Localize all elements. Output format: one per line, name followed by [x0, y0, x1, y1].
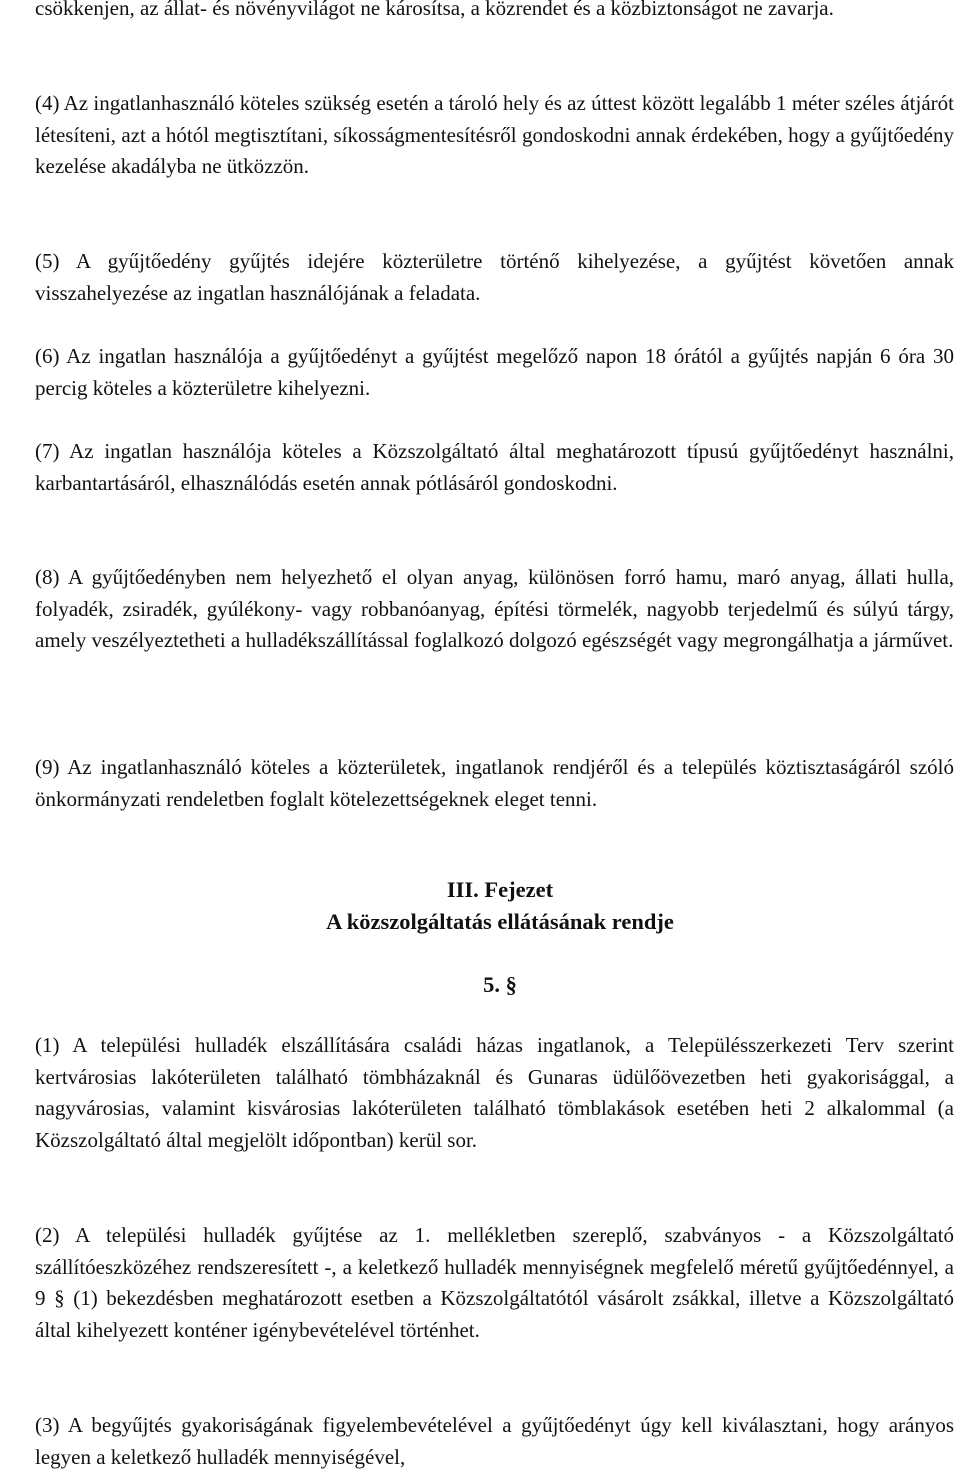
paragraph-text: Az ingatlan használója a gyűjtőedényt a gyűjtést megelőző napon 18 órától a gyűjtés napján 6 óra 30 percig köteles a közterületre kihelyezni. [35, 344, 955, 400]
paragraph-number: (3) [35, 1413, 60, 1437]
paragraph-6 [35, 341, 954, 404]
paragraph-4 [35, 88, 954, 183]
paragraph-7 [35, 436, 954, 499]
paragraph-text: A begyűjtés gyakoriságának figyelembevételével a gyűjtőedényt úgy kell kiválasztani, hogy arányos legyen a keletkező hulladék mennyiségével, [35, 1413, 954, 1469]
paragraph-number: (1) [35, 1033, 60, 1057]
paragraph-text: A gyűjtőedény gyűjtés idejére közterületre történő kihelyezése, a gyűjtést követően annak visszahelyezése az ingatlan használójának a feladata. [35, 249, 954, 305]
section-paragraph-2 [35, 1220, 954, 1346]
paragraph-text: A települési hulladék gyűjtése az 1. mellékletben szereplő, szabványos - a Közszolgáltató szállítóeszközéhez rendszeresített -, a keletkező hulladék mennyiségnek megfelelő méretű gyűjtőedénnyel, a 9 § (1) bekezdésben meghatározott esetben a Közszolgáltatótól vásárolt zsákkal, illetve a Közszolgáltató által kihelyezett konténer igénybevételével történhet. [35, 1223, 954, 1342]
section-number: 5. § [483, 972, 517, 997]
paragraph-text: A települési hulladék elszállítására családi házas ingatlanok, a Településszerkezeti Terv szerint kertvárosias lakóterületen található tömbházaknál és Gunaras üdülőövezetben heti gyakorisággal, a nagyvárosias, valamint kisvárosias lakóterületen található tömblakások esetében heti 2 alkalommal (a Közszolgáltató által megjelölt időpontban) kerül sor. [35, 1033, 954, 1152]
paragraph-number: (7) [35, 439, 60, 463]
chapter-title: A közszolgáltatás ellátásának rendje [326, 909, 674, 934]
chapter-number: III. Fejezet [446, 877, 554, 902]
paragraph-text: A gyűjtőedényben nem helyezhető el olyan anyag, különösen forró hamu, maró anyag, állati hulla, folyadék, zsiradék, gyúlékony- vagy robbanóanyag, építési törmelék, nagyobb terjedelmű és súlyú tárgy, amely veszélyeztetheti a hulladékszállítással foglalkozó dolgozó egészségét vagy megrongálhatja a járművet. [35, 565, 955, 653]
paragraph-8 [35, 562, 954, 657]
paragraph-number: (9) [35, 755, 60, 779]
paragraph-number: (8) [35, 565, 60, 589]
paragraph-5 [35, 246, 954, 309]
paragraph-number: (5) [35, 249, 60, 273]
paragraph-text: Az ingatlanhasználó köteles a közterületek, ingatlanok rendjéről és a település köztisztaságáról szóló önkormányzati rendeletben foglalt kötelezettségeknek eleget tenni. [35, 755, 955, 811]
paragraph-text: Az ingatlan használója köteles a Közszolgáltató által meghatározott típusú gyűjtőedényt használni, karbantartásáról, elhasználódás esetén annak pótlásáról gondoskodni. [35, 439, 954, 495]
section-paragraph-1 [35, 1030, 954, 1156]
paragraph-text: Az ingatlanhasználó köteles szükség esetén a tároló hely és az úttest között legalább 1 méter széles átjárót létesíteni, azt a hótól megtisztítani, síkosságmentesítésről gondoskodni annak érdekében, hogy a gyűjtőedény kezelése akadályba ne ütközzön. [35, 91, 954, 179]
paragraph-number: (4) [35, 91, 60, 115]
section-paragraph-3 [35, 1410, 954, 1473]
paragraph-text: csökkenjen, az állat- és növényvilágot ne károsítsa, a közrendet és a közbiztonságot ne zavarja. [35, 0, 834, 20]
paragraph-continuation [35, 0, 954, 25]
paragraph-9 [35, 752, 954, 815]
paragraph-number: (2) [35, 1223, 60, 1247]
paragraph-number: (6) [35, 344, 60, 368]
